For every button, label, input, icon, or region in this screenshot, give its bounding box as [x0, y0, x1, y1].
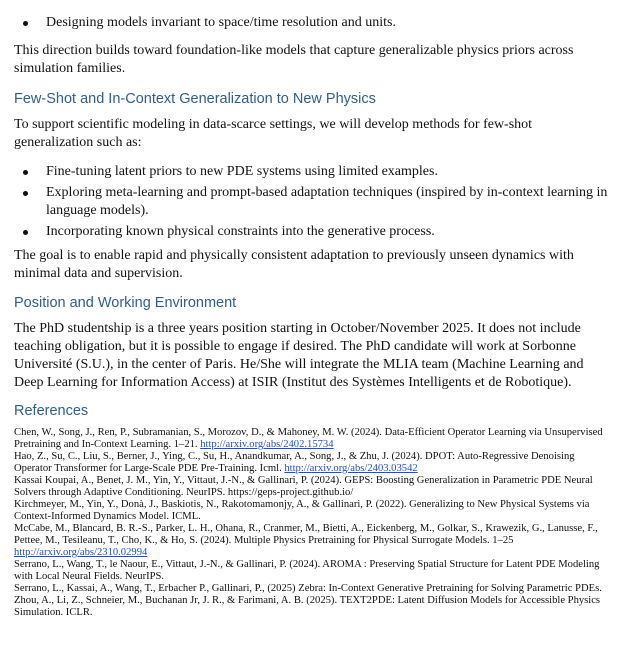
reference-item: Zhou, A., Li, Z., Schneier, M., Buchanan Jr, J. R., & Farimani, A. B. (2025). TEXT2PDE: Latent Diffusion Models for Accessible Physics Simulation. ICLR.	[14, 595, 601, 618]
reference-link[interactable]: http://arxiv.org/abs/2310.02994	[14, 547, 148, 558]
reference-item: Serrano, L., Kassai, A., Wang, T., Erbacher P., Gallinari, P., (2025) Zebra: In-Context Generative Pretraining for Solving Parametric PDEs.	[14, 583, 602, 594]
reference-link[interactable]: http://arxiv.org/abs/2403.03542	[284, 463, 418, 474]
fewshot-bullet-list	[0, 163, 617, 241]
reference-item: McCabe, M., Blancard, B. R.-S., Parker, L. H., Ohana, R., Cranmer, M., Bietti, A., Eickenberg, M., Golkar, S., Krawezik, G., Lanusse, F., Pettee, M., Tesileanu, T., Cho, K., & Ho, S. (2024). Multiple Physics Pretraining for Physical Surrogate Models. 1–25 http://arxiv.org/abs/2310.02994	[14, 523, 598, 558]
reference-item: Kassai Koupai, A., Benet, J. M., Yin, Y., Vittaut, J.-N., & Gallinari, P. (2024). GEPS: Boosting Generalization in Parametric PDE Neural Solvers through Adaptive Conditioning. NeurIPS. https://geps-project.github.io/	[14, 475, 593, 498]
reference-item: Kirchmeyer, M., Yin, Y., Donà, J., Baskiotis, N., Rakotomamonjy, A., & Gallinari, P. (2022). Generalizing to New Physical Systems via Context-Informed Dynamics Model. ICML.	[14, 499, 590, 522]
fewshot-lead-paragraph: To support scientific modeling in data-scarce settings, we will develop methods for few-shot generalization such as:	[14, 117, 533, 150]
bullet-icon	[23, 21, 28, 26]
list-item: Designing models invariant to space/time resolution and units.	[0, 14, 617, 32]
intro-paragraph: This direction builds toward foundation-like models that capture generalizable physics priors across simulation families.	[14, 43, 574, 76]
fewshot-goal-paragraph: The goal is to enable rapid and physically consistent adaptation to previously unseen dynamics with minimal data and supervision.	[14, 248, 574, 281]
list-item: Incorporating known physical constraints into the generative process.	[0, 223, 617, 241]
bullet-icon	[23, 230, 28, 235]
reference-item: Serrano, L., Wang, T., le Naour, E., Vittaut, J.-N., & Gallinari, P. (2024). AROMA : Preserving Spatial Structure for Latent PDE Modeling with Local Neural Fields. NeurIPS.	[14, 559, 600, 582]
intro-bullet-list	[0, 14, 617, 32]
list-item: Fine-tuning latent priors to new PDE systems using limited examples.	[0, 163, 617, 181]
section-heading-references: References	[14, 403, 89, 419]
references-list	[0, 427, 617, 619]
section-heading-position: Position and Working Environment	[14, 295, 237, 311]
bullet-icon	[23, 191, 28, 196]
reference-link[interactable]: http://arxiv.org/abs/2402.15734	[200, 439, 334, 450]
bullet-icon	[23, 170, 28, 175]
position-paragraph: The PhD studentship is a three years position starting in October/November 2025. It does not include teaching obligation, but it is possible to engage if desired. The PhD candidate will work at Sorbonne Université (S.U.), in the center of Paris. He/She will integrate the MLIA team (Machine Learning and Deep Learning for Information Access) at ISIR (Institut des Systèmes Intelligents et de Robotique).	[14, 321, 584, 390]
reference-item: Hao, Z., Su, C., Liu, S., Berner, J., Ying, C., Su, H., Anandkumar, A., Song, J., & Zhu, J. (2024). DPOT: Auto-Regressive Denoising Operator Transformer for Large-Scale PDE Pre-Training. Icml. http://arxiv.org/abs/2403.03542	[14, 451, 575, 474]
list-item: Exploring meta-learning and prompt-based adaptation techniques (inspired by in-context learning in language models).	[0, 184, 617, 220]
section-heading-fewshot: Few-Shot and In-Context Generalization to New Physics	[14, 91, 376, 107]
reference-item: Chen, W., Song, J., Ren, P., Subramanian, S., Morozov, D., & Mahoney, M. W. (2024). Data-Efficient Operator Learning via Unsupervised Pretraining and In-Context Learning. 1–21. http://arxiv.org/abs/2402.15734	[14, 427, 603, 450]
